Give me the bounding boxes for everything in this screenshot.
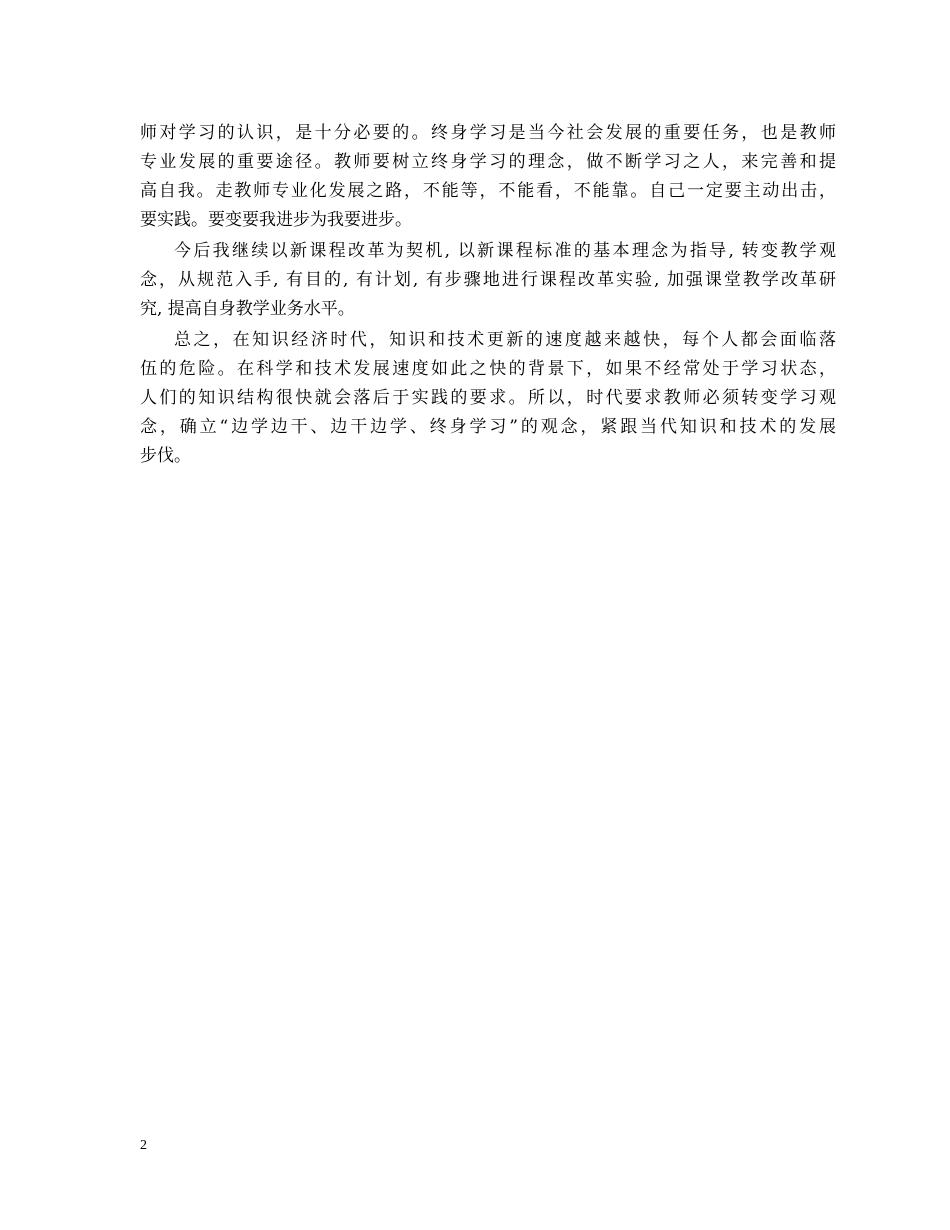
paragraph-3 — [140, 326, 836, 471]
document-body — [140, 119, 836, 471]
text-line: 念，确立“边学边干、边干边学、终身学习”的观念，紧跟当代知识和技术的发展 — [140, 417, 836, 437]
text-line: 人们的知识结构很快就会落后于实践的要求。所以，时代要求教师必须转变学习观 — [140, 388, 836, 408]
text-line: 步伐。 — [140, 446, 191, 466]
text-line: 总之，在知识经济时代，知识和技术更新的速度越来越快，每个人都会面临落 — [174, 330, 836, 350]
paragraph-2 — [140, 237, 836, 324]
text-line: 究, 提高自身教学业务水平。 — [140, 299, 355, 319]
text-line: 伍的危险。在科学和技术发展速度如此之快的背景下，如果不经常处于学习状态， — [140, 359, 836, 379]
text-line: 念，从规范入手, 有目的, 有计划, 有步骤地进行课程改革实验, 加强课堂教学改革研 — [140, 270, 836, 290]
text-line: 要实践。要变要我进步为我要进步。 — [140, 210, 412, 230]
text-line: 师对学习的认识，是十分必要的。终身学习是当今社会发展的重要任务，也是教师 — [140, 123, 836, 143]
paragraph-1 — [140, 119, 836, 235]
text-line: 专业发展的重要途径。教师要树立终身学习的理念，做不断学习之人，来完善和提 — [140, 152, 836, 172]
page-number: 2 — [140, 1138, 147, 1153]
text-line: 高自我。走教师专业化发展之路，不能等，不能看，不能靠。自己一定要主动出击， — [140, 181, 836, 201]
text-line: 今后我继续以新课程改革为契机, 以新课程标准的基本理念为指导, 转变教学观 — [174, 241, 836, 261]
